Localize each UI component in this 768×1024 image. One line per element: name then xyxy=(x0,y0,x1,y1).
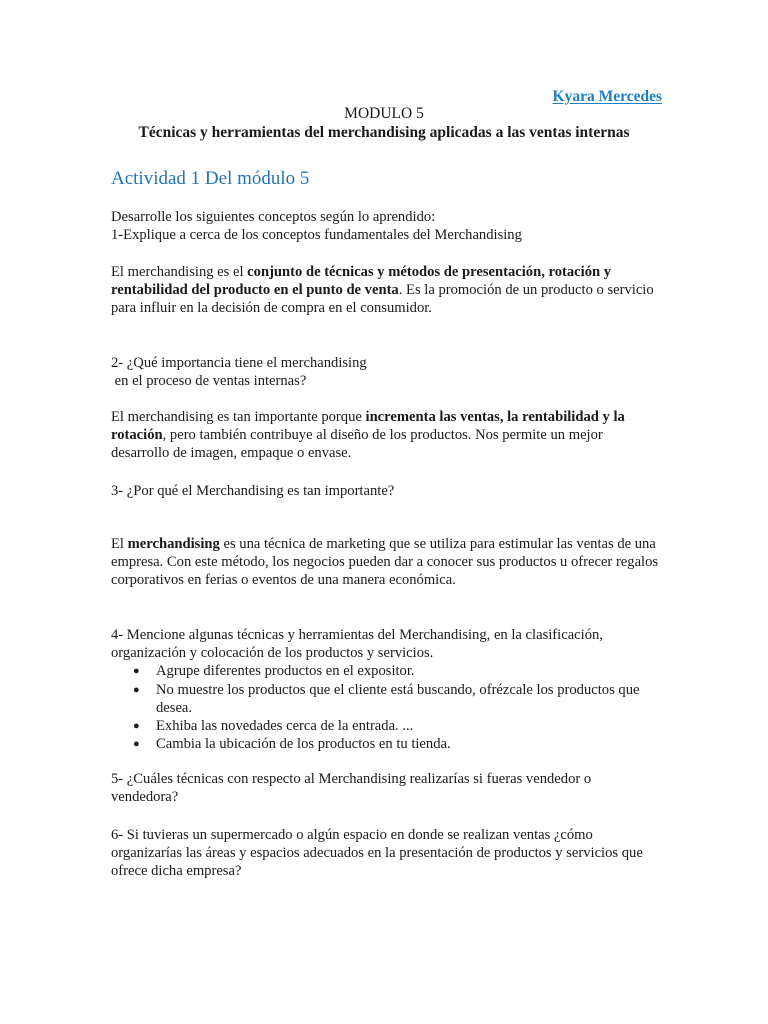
list-item xyxy=(111,662,661,680)
intro-text xyxy=(111,208,661,244)
question-2-line-2: en el proceso de ventas internas? xyxy=(111,373,307,390)
answer-2-bold: incrementa las ventas, la rentabilidad y la rotación xyxy=(111,409,625,444)
list-item-text: No muestre los productos que el cliente está buscando, ofrézcale los productos que desea. xyxy=(156,681,640,716)
bullet-icon: ● xyxy=(133,720,140,733)
answer-1-post: . Es la promoción de un producto o servicio para influir en la decisión de compra en el consumidor. xyxy=(111,282,654,317)
answer-3-post: es una técnica de marketing que se utiliza para estimular las ventas de una empresa. Con este método, los negocios pueden dar a conocer sus productos u ofrecer regalos corporativos en ferias o eventos de una manera económica. xyxy=(111,536,659,589)
answer-2-post: , pero también contribuye al diseño de los productos. Nos permite un mejor desarrollo de imagen, empaque o envase. xyxy=(111,427,603,462)
document-title xyxy=(110,104,658,142)
question-1: 1-Explique a cerca de los conceptos fundamentales del Merchandising xyxy=(111,227,522,244)
answer-1-paragraph xyxy=(111,263,661,318)
answer-1-bold: conjunto de técnicas y métodos de presentación, rotación y rentabilidad del producto en el punto de venta xyxy=(111,264,612,299)
activity-heading: Actividad 1 Del módulo 5 xyxy=(111,168,310,189)
answer-3-bold: merchandising xyxy=(127,536,220,552)
bullet-icon: ● xyxy=(133,665,140,678)
list-item-text: Exhiba las novedades cerca de la entrada. ... xyxy=(156,718,414,735)
list-item-text: Cambia la ubicación de los productos en tu tienda. xyxy=(156,736,451,753)
answer-3 xyxy=(111,535,661,590)
answer-3-pre: El xyxy=(111,536,128,552)
question-3 xyxy=(111,482,661,500)
question-5-text: 5- ¿Cuáles técnicas con respecto al Merchandising realizarías si fueras vendedor o vendedora? xyxy=(111,771,592,806)
question-6-text: 6- Si tuvieras un supermercado o algún espacio en donde se realizan ventas ¿cómo organizarías las áreas y espacios adecuados en la presentación de productos y servicios que ofrece dicha empresa? xyxy=(111,827,643,880)
bullet-icon: ● xyxy=(133,738,140,751)
list-item xyxy=(111,717,661,735)
answer-2 xyxy=(111,408,661,463)
answer-1-pre: El merchandising es el xyxy=(111,264,248,280)
question-6 xyxy=(111,826,661,881)
answer-1 xyxy=(111,263,661,318)
techniques-list xyxy=(111,662,661,753)
list-item xyxy=(111,681,661,717)
question-4 xyxy=(111,626,661,753)
module-subtitle: Técnicas y herramientas del merchandising aplicadas a las ventas internas xyxy=(138,124,630,141)
question-3-text: 3- ¿Por qué el Merchandising es tan importante? xyxy=(111,483,395,499)
intro-line-1: Desarrolle los siguientes conceptos según lo aprendido: xyxy=(111,209,436,225)
author-name[interactable]: Kyara Mercedes xyxy=(552,88,662,105)
list-item xyxy=(111,735,661,753)
answer-2-paragraph xyxy=(111,408,661,463)
question-2 xyxy=(111,354,661,390)
question-4-text: 4- Mencione algunas técnicas y herramientas del Merchandising, en la clasificación, organización y colocación de los productos y servicios. xyxy=(111,627,603,662)
answer-2-pre: El merchandising es tan importante porque xyxy=(111,409,366,425)
answer-3-paragraph xyxy=(111,535,661,590)
question-5 xyxy=(111,770,661,806)
module-title: MODULO 5 xyxy=(344,105,424,122)
question-2-line-1: 2- ¿Qué importancia tiene el merchandising xyxy=(111,355,367,371)
list-item-text: Agrupe diferentes productos en el expositor. xyxy=(156,663,415,680)
bullet-icon: ● xyxy=(133,683,140,696)
